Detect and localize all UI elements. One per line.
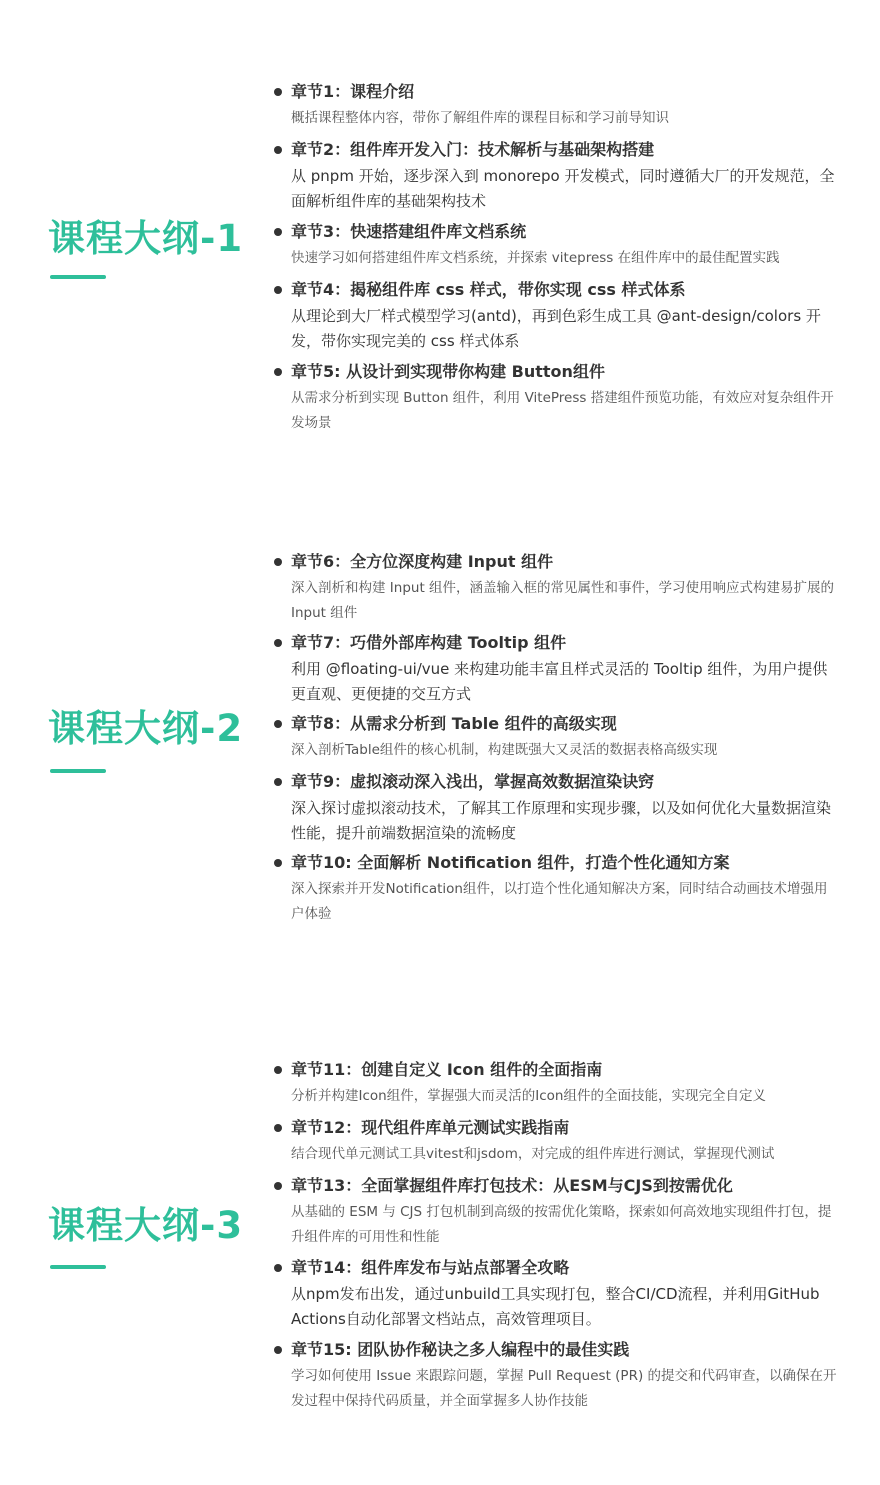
chapter-desc: 结合现代单元测试工具vitest和jsdom，对完成的组件库进行测试，掌握现代测试 [291,1146,775,1162]
chapter-list [270,81,840,436]
section-heading: 课程大纲-3 [48,1204,244,1247]
bullet-icon [274,1124,282,1132]
chapter-title: 章节6：全方位深度构建 Input 组件 [291,552,554,571]
bullet-icon [274,1066,282,1074]
chapter-title: 章节15: 团队协作秘诀之多人编程中的最佳实践 [291,1340,630,1359]
heading-underline [50,1265,106,1269]
chapter-desc: 从需求分析到实现 Button 组件，利用 VitePress 搭建组件预览功能，有效应对复杂组件开发场景 [291,390,834,431]
chapter-title: 章节10: 全面解析 Notification 组件，打造个性化通知方案 [291,853,730,872]
bullet-icon [274,720,282,728]
chapter-item [270,1059,840,1109]
chapter-title: 章节4：揭秘组件库 css 样式，带你实现 css 样式体系 [291,280,686,299]
chapter-list [270,551,840,927]
chapter-desc: 深入剖析Table组件的核心机制，构建既强大又灵活的数据表格高级实现 [291,742,718,758]
chapter-title: 章节8：从需求分析到 Table 组件的高级实现 [291,714,617,733]
chapter-desc: 利用 @floating-ui/vue 来构建功能丰富且样式灵活的 Tooltip 组件，为用户提供更直观、更便捷的交互方式 [291,660,828,703]
chapter-desc: 从 pnpm 开始，逐步深入到 monorepo 开发模式，同时遵循大厂的开发规范，全面解析组件库的基础架构技术 [291,167,835,210]
chapter-item [270,713,840,763]
bullet-icon [274,639,282,647]
bullet-icon [274,368,282,376]
chapter-desc: 从基础的 ESM 与 CJS 打包机制到高级的按需优化策略，探索如何高效地实现组件打包，提升组件库的可用性和性能 [291,1204,832,1245]
chapter-title: 章节2：组件库开发入门：技术解析与基础架构搭建 [291,140,655,159]
chapter-title: 章节1：课程介绍 [291,82,415,101]
chapter-desc: 深入探讨虚拟滚动技术，了解其工作原理和实现步骤，以及如何优化大量数据渲染性能，提升前端数据渲染的流畅度 [291,799,832,842]
heading-underline [50,275,106,279]
bullet-icon [274,778,282,786]
bullet-icon [274,859,282,867]
chapter-title: 章节13：全面掌握组件库打包技术：从ESM与CJS到按需优化 [291,1176,733,1195]
chapter-item [270,361,840,436]
chapter-title: 章节12：现代组件库单元测试实践指南 [291,1118,570,1137]
chapter-item [270,81,840,131]
chapter-item [270,852,840,927]
chapter-desc: 深入探索并开发Notification组件，以打造个性化通知解决方案，同时结合动画技术增强用户体验 [291,881,828,922]
chapter-title: 章节14：组件库发布与站点部署全攻略 [291,1258,570,1277]
chapter-title: 章节9：虚拟滚动深入浅出，掌握高效数据渲染诀窍 [291,772,655,791]
chapter-item [270,1175,840,1250]
bullet-icon [274,1264,282,1272]
chapter-item [270,551,840,626]
chapter-item [270,632,840,707]
bullet-icon [274,228,282,236]
chapter-desc: 从理论到大厂样式模型学习(antd)，再到色彩生成工具 @ant-design/colors 开发，带你实现完美的 css 样式体系 [291,307,821,350]
chapter-item [270,139,840,214]
chapter-desc: 深入剖析和构建 Input 组件，涵盖输入框的常见属性和事件，学习使用响应式构建易扩展的 Input 组件 [291,580,835,621]
chapter-item [270,771,840,846]
chapter-item [270,1257,840,1332]
chapter-item [270,279,840,354]
chapter-list [270,1059,840,1414]
section-heading: 课程大纲-1 [48,217,244,260]
chapter-title: 章节3：快速搭建组件库文档系统 [291,222,527,241]
chapter-item [270,1339,840,1414]
heading-underline [50,769,106,773]
bullet-icon [274,286,282,294]
chapter-title: 章节5: 从设计到实现带你构建 Button组件 [291,362,605,381]
chapter-desc: 分析并构建Icon组件，掌握强大而灵活的Icon组件的全面技能，实现完全自定义 [291,1088,766,1104]
chapter-desc: 从npm发布出发，通过unbuild工具实现打包，整合CI/CD流程，并利用GitHub Actions自动化部署文档站点，高效管理项目。 [291,1285,820,1328]
bullet-icon [274,558,282,566]
chapter-item [270,221,840,271]
bullet-icon [274,1182,282,1190]
section-heading: 课程大纲-2 [48,707,244,750]
chapter-desc: 快速学习如何搭建组件库文档系统，并探索 vitepress 在组件库中的最佳配置实践 [291,250,780,266]
bullet-icon [274,146,282,154]
chapter-desc: 学习如何使用 Issue 来跟踪问题，掌握 Pull Request (PR) 的提交和代码审查，以确保在开发过程中保持代码质量，并全面掌握多人协作技能 [291,1368,837,1409]
chapter-desc: 概括课程整体内容，带你了解组件库的课程目标和学习前导知识 [291,110,669,126]
chapter-title: 章节11：创建自定义 Icon 组件的全面指南 [291,1060,603,1079]
chapter-title: 章节7：巧借外部库构建 Tooltip 组件 [291,633,567,652]
chapter-item [270,1117,840,1167]
bullet-icon [274,1346,282,1354]
bullet-icon [274,88,282,96]
